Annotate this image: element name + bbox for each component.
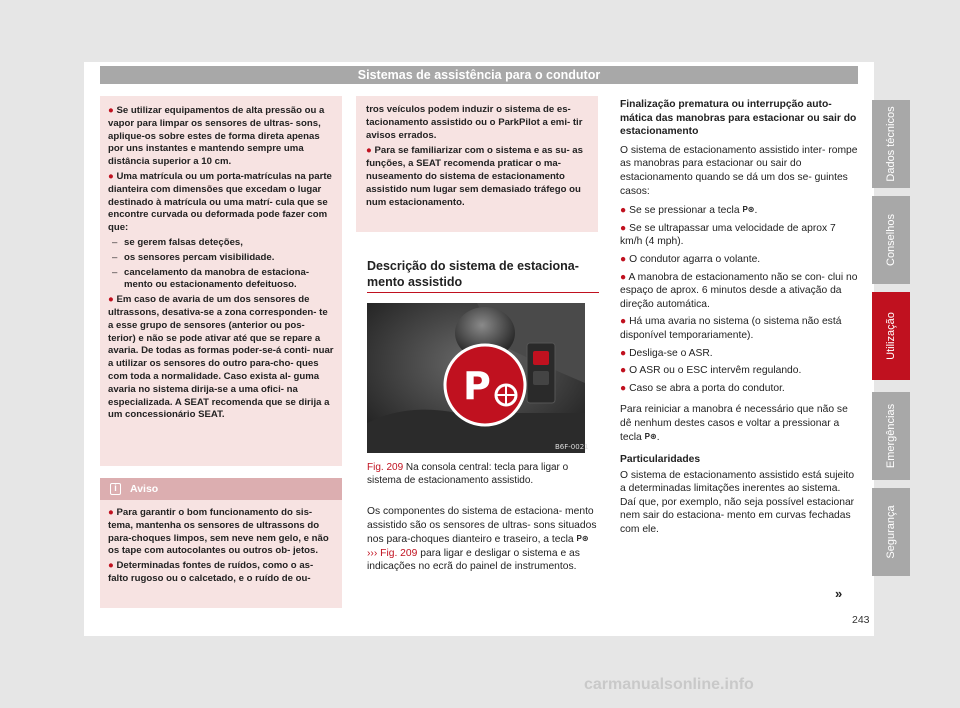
right-text-3: O sistema de estacionamento assistido está sujeito a determinadas limitações inerentes ao sistema. Daí que, por exemplo, não seja possível estacionar nem sair do estaciona- mento em curvas fechadas com ele. [620, 469, 855, 536]
warning-text-1: Se utilizar equipamentos de alta pressão ou a vapor para limpar os sensores de ultras- sons, aplique-os sobre estes de forma direta apenas por uns instantes e mantendo sempre uma distância superior a 10 cm. [108, 105, 325, 168]
aviso-text-3: tros veículos podem induzir o sistema de es- tacionamento assistido ou o ParkPilot a emi- tir avisos errados. [366, 104, 583, 141]
bullet-icon: ● [620, 316, 630, 328]
aviso-header [100, 478, 342, 500]
aviso-text-1: Para garantir o bom funcionamento do sis- tema, mantenha os sensores de ultrassons do para-choques limpos, sem neve nem gelo, e não os tape com autocolantes ou outros ob- jetos. [108, 507, 329, 557]
bullet-icon: ● [620, 253, 630, 265]
aviso-box [100, 478, 342, 608]
figure-console-photo [367, 303, 589, 453]
figure-caption-text: Na consola central: tecla para ligar o sistema de estacionamento assistido. [367, 462, 569, 486]
warning-text-2: Uma matrícula ou um porta-matrículas na parte dianteira com dimensões que excedam o lugar destinado à matrícula ou uma matrí- cula que se encontre curvada ou deformada pode fazer com que: [108, 170, 332, 234]
continue-arrow-icon: » [835, 586, 843, 601]
section-title: Descrição do sistema de estaciona- mento assistido [367, 259, 579, 289]
park-assist-key-icon: P⊛ [742, 205, 755, 215]
page-header: Sistemas de assistência para o condutor [100, 66, 858, 84]
right-column: Finalização prematura ou interrupção auto- mática das manobras para estacionar ou sair do estacionamento O sistema de estacionamento assistido inter- rompe as manobras para estacionar ou sair do estacionamento quando se dá um dos se- guintes casos: ● Se se pressionar a tecla P⊛. ● Se se ultrapassar uma velocidade de aprox 7 km/h (4 mph). ● O condutor agarra o volante. ● A manobra de estacionamento não se con- clui no espaço de aprox. 6 minutos desde a ativação da direção automática. ● Há uma avaria no sistema (o sistema não está disponível temporariamente). ● Desliga-se o ASR. ● O ASR ou o ESC intervêm regulando. ● Caso se abra a porta do condutor. Para reiniciar a manobra é necessário que não se dê nenhum destes casos e voltar a pressionar a tecla P⊛. Particularidades O sistema de estacionamento assistido está sujeito a determinadas limitações inerentes ao sistema. Daí que, por exemplo, não seja possível estacionar nem sair do estaciona- mento em curvas fechadas com ele. [620, 99, 858, 536]
figure-code: B6F-0021 [555, 443, 589, 451]
right-text-1: O sistema de estacionamento assistido inter- rompe as manobras para estacionar ou sair do estacionamento quando se dá um dos se- guintes casos: [620, 144, 858, 197]
warning-text-3: Em caso de avaria de um dos sensores de ultrassons, desativa-se a zona corresponden- te a esse grupo de sensores (anterior ou pos- terior) e não se pode ativar até que se repare a avaria. De todas as formas poder-se-á conti- nuar a utilizar os sensores do outro para-cho- ques com toda a normalidade. Caso exista al- guma avaria no sistema dirija-se a uma ofici- na especializada. A SEAT recomenda que se dirija a um concessionário SEAT. [108, 294, 334, 421]
right-text-2: Para reiniciar a manobra é necessário que não se dê nenhum destes casos e voltar a pressionar a tecla [620, 404, 848, 444]
bullet-icon: ● [366, 145, 375, 157]
body-text-before: Os componentes do sistema de estaciona- mento assistido são os sensores de ultras- sons situados nos para-choques dianteiro e traseiro, a tecla [367, 506, 597, 546]
console-illustration [367, 303, 589, 453]
list-item: O condutor agarra o volante. [629, 253, 761, 265]
list-item: A manobra de estacionamento não se con- clui no espaço de aprox. 6 minutos desde a ativação da direção automática. [620, 271, 858, 310]
bullet-icon: ● [620, 382, 630, 394]
bullet-icon: ● [108, 560, 117, 572]
subheading-particularities: Particularidades [620, 454, 701, 466]
watermark: carmanualsonline.info [584, 676, 754, 693]
park-assist-key-icon: P⊛ [644, 432, 657, 442]
bullet-icon: ● [620, 222, 630, 234]
bullet-icon: ● [620, 365, 630, 377]
aviso-title: Aviso [130, 483, 159, 495]
aviso-continuation-box [356, 96, 598, 232]
warning-box: ● Se utilizar equipamentos de alta pressão ou a vapor para limpar os sensores de ultras- sons, aplique-os sobre estes de forma direta apenas por uns instantes e mantendo sempre uma distância superior a 10 cm. ● Uma matrícula ou um porta-matrículas na parte dianteira com dimensões que excedam o lugar destinado à matrícula ou uma matrí- cula que se encontre curvada ou deformada pode fazer com que: – se gerem falsas deteções, – os sensores percam visibilidade. – cancelamento da manobra de estaciona- mento ou estacionamento defeituoso. ● Em caso de avaria de um dos sensores de ultrassons, desativa-se a zona corresponden- te a esse grupo de sensores (anterior ou pos- terior) e não se pode ativar até que se repare a avaria. De todas as formas poder-se-á conti- nuar a utilizar os sensores do outro para-cho- ques com toda a normalidade. Caso exista al- guma avaria no sistema dirija-se a uma ofici- na especializada. A SEAT recomenda que se dirija a um concessionário SEAT. [100, 96, 342, 466]
cross-ref-link[interactable]: ››› Fig. 209 [367, 547, 418, 559]
list-item: Há uma avaria no sistema (o sistema não está disponível temporariamente). [620, 316, 842, 341]
warning-dash-1: se gerem falsas deteções, [124, 236, 243, 248]
bullet-icon: ● [108, 105, 117, 116]
list-item: Desliga-se o ASR. [629, 347, 713, 359]
aviso-text-4: Para se familiarizar com o sistema e as su- as funções, a SEAT recomenda praticar o ma- nuseamento do sistema de estacionamento assistido num lugar sem demasiado tráfego ou num estacionamento. [366, 145, 583, 208]
aviso-text-2: Determinadas fontes de ruídos, como o as- falto rugoso ou o calcetado, e o ruído de ou- [108, 560, 314, 584]
warning-dash-3: cancelamento da manobra de estaciona- mento ou estacionamento defeituoso. [124, 266, 310, 291]
figure-label: Fig. 209 [367, 462, 404, 473]
park-assist-key-icon: P⊛ [576, 534, 589, 544]
svg-text:P: P [463, 364, 491, 408]
list-item: Se se pressionar a tecla [629, 205, 740, 217]
figure-caption [367, 461, 599, 487]
bullet-icon: ● [620, 205, 630, 217]
info-icon: i [110, 483, 121, 495]
tab-emergencias[interactable]: Emergências [872, 392, 910, 480]
bullet-icon: ● [108, 507, 117, 518]
tab-seguranca[interactable]: Segurança [872, 488, 910, 576]
list-item: Caso se abra a porta do condutor. [629, 382, 785, 394]
bullet-icon: ● [620, 271, 629, 283]
subheading-interruption: Finalização prematura ou interrupção auto- mática das manobras para estacionar ou sair do estacionamento [620, 99, 857, 138]
list-item: O ASR ou o ESC intervêm regulando. [629, 365, 802, 377]
body-paragraph [367, 505, 599, 574]
body-text-after: para ligar e desligar o sistema e as indicações no ecrã do painel de instrumentos. [367, 547, 580, 573]
bullet-icon: ● [108, 294, 117, 306]
tab-conselhos[interactable]: Conselhos [872, 196, 910, 284]
warning-dash-2: os sensores percam visibilidade. [124, 251, 275, 263]
bullet-icon: ● [108, 170, 117, 182]
bullet-icon: ● [620, 347, 630, 359]
section-divider [367, 292, 599, 293]
tab-utilizacao[interactable]: Utilização [872, 292, 910, 380]
tab-dados-tecnicos[interactable]: Dados técnicos [872, 100, 910, 188]
page-number: 243 [852, 614, 870, 626]
list-item: Se se ultrapassar uma velocidade de aprox 7 km/h (4 mph). [620, 222, 836, 248]
